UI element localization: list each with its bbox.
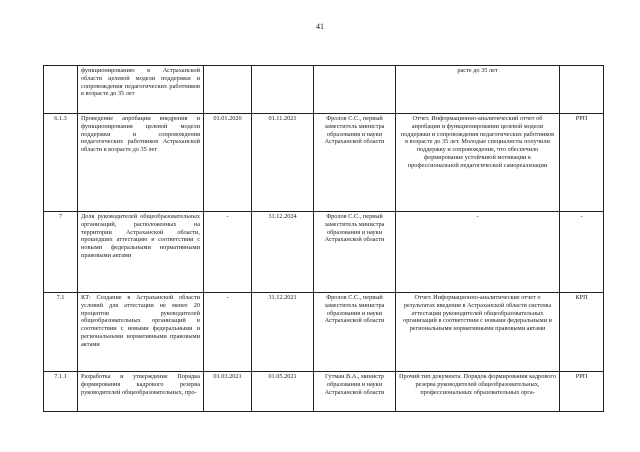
row-number: 7.1.1 — [44, 372, 78, 412]
start-date: 01.01.2020 — [204, 114, 252, 212]
start-date — [204, 66, 252, 114]
responsible-person: Гутман В.А., министр образования и науки Астраханской области — [314, 372, 396, 412]
table-row — [44, 372, 604, 412]
row-number — [44, 66, 78, 114]
control-level: РРП — [560, 372, 604, 412]
task-description: Разработка и утверждение Порядка формирования кадрового резерва руководителей общеобразовательных, про- — [78, 372, 204, 412]
row-number: 7.1 — [44, 293, 78, 372]
task-description: Проведение апробации внедрения и функционирования целевой модели поддержки и сопровождения педагогических работников Астраханской области в возрасте до 35 лет — [78, 114, 204, 212]
task-description: функционированию в Астраханской области целевой модели поддержки и сопровождения педагогических работников в возрасте до 35 лет — [78, 66, 204, 114]
table-row — [44, 212, 604, 293]
row-number: 7 — [44, 212, 78, 293]
result-description: расте до 35 лет — [396, 66, 560, 114]
result-description: Отчет. Информационно-аналитические отчет о результатах введения в Астраханской области системы аттестации руководителей общеобразовательных организаций в соответствии с новыми федеральными и региональными нормативными правовыми актами — [396, 293, 560, 372]
row-number: 6.1.3 — [44, 114, 78, 212]
result-description: Прочий тип документа. Порядок формирования кадрового резерва руководителей общеобразовательных, профессиональных образовательных орга- — [396, 372, 560, 412]
control-level: РРП — [560, 114, 604, 212]
end-date: 31.12.2021 — [252, 293, 314, 372]
end-date: 01.05.2021 — [252, 372, 314, 412]
start-date: - — [204, 293, 252, 372]
responsible-person: Фролов С.С., первый заместитель министра образования и науки Астраханской области — [314, 293, 396, 372]
end-date — [252, 66, 314, 114]
task-description: КТ: Создание в Астраханской области условий для аттестации не менее 20 процентов руководителей общеобразовательных организаций в соответствии с новыми федеральными и региональными нормативными правовыми актами — [78, 293, 204, 372]
control-level — [560, 66, 604, 114]
table-row — [44, 293, 604, 372]
control-level: - — [560, 212, 604, 293]
start-date: - — [204, 212, 252, 293]
table-row — [44, 114, 604, 212]
table-row — [44, 66, 604, 114]
responsible-person: Фролов С.С., первый заместитель министра образования и науки Астраханской области — [314, 114, 396, 212]
result-description: - — [396, 212, 560, 293]
page-number: 41 — [316, 22, 324, 31]
task-description: Доля руководителей общеобразовательных организаций, расположенных на территории Астраханской области, прошедших аттестацию в соответствии с новыми федеральными нормативными правовыми актами — [78, 212, 204, 293]
plan-table — [43, 65, 604, 412]
end-date: 31.12.2024 — [252, 212, 314, 293]
result-description: Отчет. Информационно-аналитический отчет об апробации и функционировании целевой модели поддержки и сопровождения педагогических работников в возрасте до 35 лет. Молодые специалисты получили поддержку и сопровождение, что обеспечило формирование устойчивой мотивации к профессиональной педагогической самореализации — [396, 114, 560, 212]
start-date: 01.03.2021 — [204, 372, 252, 412]
responsible-person: Фролов С.С., первый заместитель министра образования и науки Астраханской области — [314, 212, 396, 293]
end-date: 01.11.2021 — [252, 114, 314, 212]
control-level: КРП — [560, 293, 604, 372]
responsible-person — [314, 66, 396, 114]
